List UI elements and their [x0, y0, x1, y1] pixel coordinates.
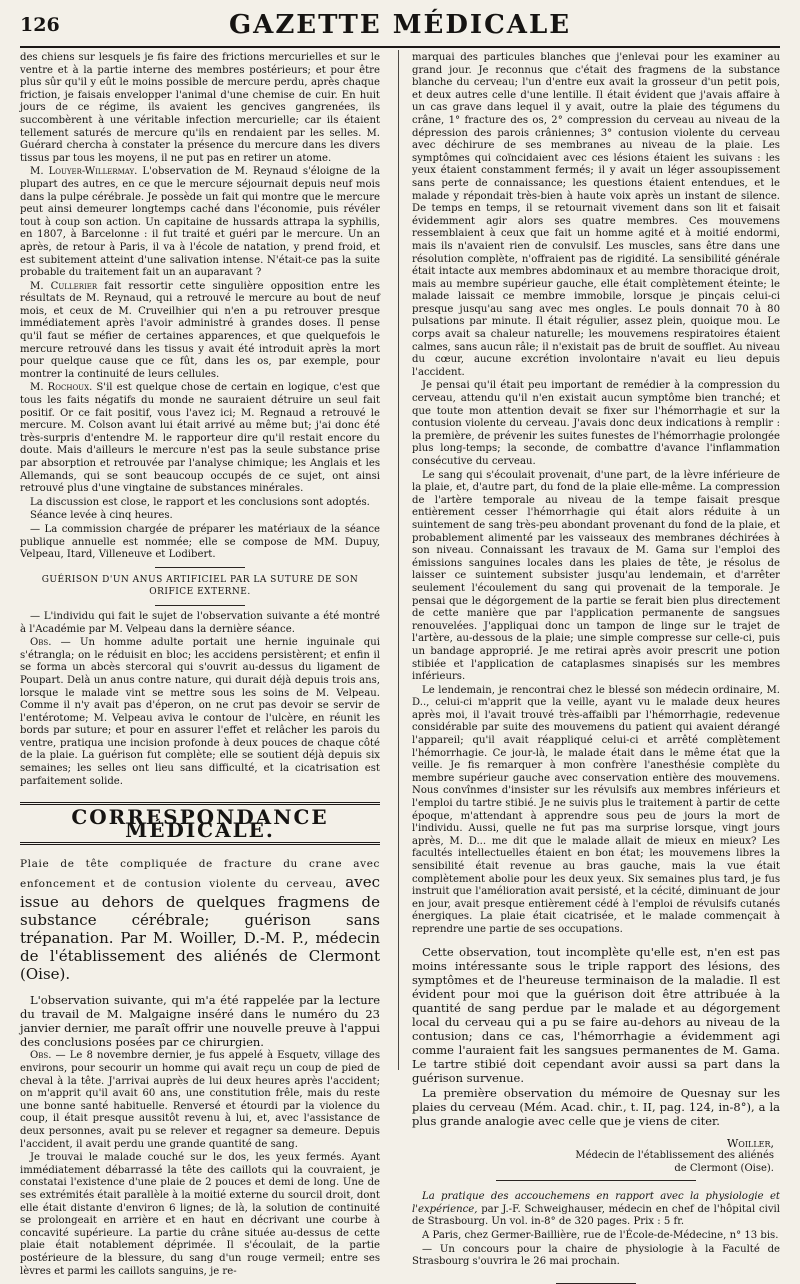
paragraph: Le lendemain, je rencontrai chez le blessé son médecin ordinaire, M. D.., celui-ci m'apprit que la veille, ayant vu le malade deux heures après moi, il l'avait trouvé très-affaibli par l'hémorrhagie, redevenue considérable par suite des mouvemens du patient qui avaient dérangé l'appareil; qu'il avait réappliqué celui-ci et arrêté complètement l'hémorrhagie. Ce jour-là, le malade était dans le même état que la veille. Je fis remarquer à mon confrère l'anesthésie complète du membre supérieur gauche avec conservation entière des mouvemens. Nous convînmes d'insister sur les révulsifs aux membres inférieurs et l'emploi du tartre stibié. Je ne suivis plus le traitement à partir de cette époque, m'attendant à apprendre sous peu de jours la mort de l'individu. Aussi, quelle ne fut pas ma surprise lorsque, vingt jours après, M. D... me dit que le malade allait de mieux en mieux? Les facultés intellectuelles étaient en bon état; les mouvemens libres la sensibilité était revenue au bras gauche, mais la vue était complètement abolie pour les deux yeux. Six semaines plus tard, je fus instruit que l'amélioration avait persisté, et la cécité, diminuant de jour en jour, avait presque entièrement cédé à l'emploi de révulsifs cutanés énergiques. La plaie était cicatrisée, et le malade commençait à reprendre une partie de ses occupations.	[412, 684, 780, 935]
speaker-name: M. Rochoux.	[30, 382, 93, 394]
speaker-name: M. Cullerier	[30, 280, 98, 292]
left-column	[20, 52, 380, 1277]
book-notice	[412, 1191, 780, 1269]
paragraph: des chiens sur lesquels je fis faire des frictions mercurielles et sur le ventre et à la partie interne des membres postérieurs; et pour être plus sûr qu'il y eût le moins possible de mercure perdu, après chaque friction, je faisais envelopper l'animal d'une chemise de cuir. En huit jours de ce régime, ils avaient les gencives gangrenées, ils succombèrent à une véritable infection mercurielle; car ils étaient tellement saturés de mercure qu'ils en rendaient par les selles. M. Guérard chercha à constater la présence du mercure dans les divers tissus par tous les moyens, il ne put pas en retirer un atome.	[20, 52, 380, 164]
column-divider	[398, 50, 399, 1070]
paragraph-text: S'il est quelque chose de certain en logique, c'est que tous les faits négatifs du monde ne sauraient détruire un seul fait positif. Or ce fait positif, vous l'avez ici; M. Regnaud a retrouvé le mercure. M. Colson avant lui était arrivé au même but; j'ai donc été très-surpris d'entendre M. le rapporteur dire qu'il restait encore du doute. Mais d'ailleurs le mercure n'est pas la seule substance prise par absorption et retrouvée par l'analyse chimique; les Anglais et les Allemands, qui se sont beaucoup occupés de ce sujet, ont ainsi retrouvé plus d'une vingtaine de substances minérales.	[20, 382, 380, 495]
paragraph-text: — Un homme adulte portait une hernie inguinale qui s'étrangla; on le réduisit en bloc; les accidens persistèrent; et enfin il se forma un abcès stercoral qui s'ouvrit au-dessus du ligament de Poupart. Delà un anus contre nature, qui durait déjà depuis trois ans, lorsque le malade vint se mettre sous les soins de M. Velpeau. Comme il n'y avait pas d'éperon, on ne crut pas devoir se servir de l'entérotome; M. Velpeau aviva le contour de l'ulcère, en réunit les bords par suture; et pour en assurer l'effet et relâcher les parois du ventre, pratiqua une incision profonde à deux pouces de chaque côté de la plaie. La guérison fut complète; elle se soutient déjà depuis six semaines; les selles ont lieu sans difficulté, et la cicatrisation est parfaitement solide.	[20, 637, 380, 787]
signature-block	[412, 1138, 774, 1176]
section-banner: CORRESPONDANCE MÉDICALE.	[20, 802, 380, 845]
signature-line: de Clermont (Oise).	[674, 1162, 774, 1174]
page-number: 126	[20, 14, 60, 36]
paragraph: Le sang qui s'écoulait provenait, d'une part, de la lèvre inférieure de la plaie, et, d'autre part, du fond de la plaie elle-même. La compression de l'artère temporale au niveau de la tempe faisait presque entièrement cesser l'hémorrhagie qui était alors réduite à un suintement de sang très-peu abondant provenant du fond de la plaie, et probablement alimenté par les vaisseaux des membranes déchirées à son niveau. Connaissant les travaux de M. Gama sur l'emploi des émissions sanguines locales dans les plaies de tête, je résolus de laisser ce suintement subsister jusqu'au lendemain, et d'arrêter seulement l'écoulement du sang qui provenait de la temporale. Je pensai que le dégorgement de la partie se ferait bien plus directement de cette manière que par l'application permanente de sangsues renouvelées. J'appliquai donc un tampon de linge sur le trajet de l'artère, au-dessous de la plaie; une simple compresse sur celle-ci, puis un bandage approprié. Je me retirai après avoir prescrit une potion stibiée et l'application de cataplasmes sinapisés sur les membres inférieurs.	[412, 469, 780, 683]
paragraph	[20, 1050, 380, 1151]
book-title: La pratique des accouchemens en rapport avec la physiologie et l'expérience,	[412, 1191, 780, 1215]
paragraph-text: — Le 8 novembre dernier, je fus appelé à Esquetv, village des environs, pour secourir un homme qui avait reçu un coup de pied de cheval à la tête. J'arrivai auprès de lui deux heures après l'accident; on m'apprit qu'il avait 60 ans, une constitution frêle, mais du reste une bonne santé habituelle. Renversé et étourdi par la violence du coup, il était presque aussitôt revenu à lui, et, avec l'assistance de deux personnes, avait pu se relever et regagner sa demeure. Depuis l'accident, il avait perdu une grande quantité de sang.	[20, 1050, 380, 1150]
article-title-caps: Plaie de tête compliquée de fracture du crane avec enfoncement et de contusion violente du cerveau,	[20, 858, 380, 891]
observation-label: Obs.	[30, 1050, 52, 1062]
right-column	[412, 52, 780, 1268]
observation-label: Obs.	[30, 637, 52, 649]
paragraph: L'observation suivante, qui m'a été rappelée par la lecture du travail de M. Malgaigne inséré dans le numéro du 23 janvier dernier, me paraît offrir une nouvelle preuve à l'appui des conclusions posées par ce chirurgien.	[20, 993, 380, 1050]
article-title-rest: avec issue au dehors de quelques fragmens de substance cérébrale; guérison sans trépanation. Par M. Woiller, D.-M. P., médecin de l'établissement des aliénés de Clermont (Oise).	[20, 873, 380, 984]
paragraph: marquai des particules blanches que j'enlevai pour les examiner au grand jour. Je reconnus que c'était des fragmens de la substance blanche du cerveau; l'un d'entre eux avait la grosseur d'un petit pois, et deux autres celle d'une lentille. Il était évident que j'avais affaire à un cas grave dans lequel il y avait, outre la plaie des tégumens du crâne, 1° fracture des os, 2° compression du cerveau au niveau de la dépression des parois crâniennes; 3° contusion violente du cerveau avec déchirure de ses membranes au niveau de la plaie. Les symptômes qui coïncidaient avec ces lésions étaient les suivans : les yeux étaient constamment fermés; il y avait un léger assoupissement sans perte de connaissance; les questions étaient entendues, et le malade y répondait très-bien à haute voix après un instant de silence. De temps en temps, il se retournait vivement dans son lit et faisait évidemment agir alors ses quatre membres. Ces mouvemens ressemblaient à ceux que fait un homme agité et à moitié endormi, mais ils n'avaient rien de convulsif. Les muscles, sans être dans une résolution complète, n'offraient pas de rigidité. La sensibilité générale était intacte aux membres abdominaux et au membre thoracique droit, mais au membre supérieur gauche, elle était complètement éteinte; le malade laissait ce membre immobile, lorsque je pinçais celui-ci presque jusqu'au sang avec mes ongles. Le pouls donnait 70 à 80 pulsations par minute. Il était régulier, assez plein, quoique mou. Le corps avait sa chaleur naturelle; les mouvemens respiratoires étaient calmes, sans aucun râle; il n'existait pas de bruit de soufflet. Au niveau du cœur, aucune excrétion involontaire n'avait eu lieu depuis l'accident.	[412, 52, 780, 378]
paragraph: Je trouvai le malade couché sur le dos, les yeux fermés. Ayant immédiatement débarrassé la tête des caillots qui la couvraient, je constatai l'existence d'une plaie de 2 pouces et demi de long. Une de ses extrémités était parallèle à la moitié externe du sourcil droit, dont elle était distante d'environ 6 lignes; de là, la solution de continuité se prolongeait en arrière et en haut en décrivant une courbe à concavité supérieure. La partie du crâne située au-dessus de cette plaie était notablement déprimée. Il s'écoulait, de la partie postérieure de la blessure, du sang d'un rouge vermeil; entre ses lèvres et parmi les caillots sanguins, je re-	[20, 1152, 380, 1277]
signature-line: Médecin de l'établissement des aliénés	[575, 1150, 774, 1162]
paragraph	[20, 637, 380, 788]
paragraph	[20, 382, 380, 495]
paragraph	[412, 1191, 780, 1229]
paragraph: — Un concours pour la chaire de physiologie à la Faculté de Strasbourg s'ouvrira le 26 mai prochain.	[412, 1243, 780, 1268]
header-rule	[20, 46, 780, 48]
paragraph: — L'individu qui fait le sujet de l'observation suivante a été montré à l'Académie par M. Velpeau dans la dernière séance.	[20, 610, 380, 635]
speaker-name: M. Louyer-Willermay.	[30, 166, 138, 178]
separator-rule	[496, 1180, 696, 1181]
signature-name: Woiller,	[726, 1136, 774, 1150]
separator-rule	[155, 605, 245, 606]
paragraph: A Paris, chez Germer-Baillière, rue de l'École-de-Médecine, n° 13 bis.	[422, 1229, 779, 1241]
paragraph	[20, 166, 380, 279]
paragraph: Je pensai qu'il était peu important de remédier à la compression du cerveau, attendu qu'il n'en existait aucun symptôme bien tranché; et que toute mon attention devait se fixer sur l'hémorrhagie et sur la contusion violente du cerveau. J'avais donc deux indications à remplir : la première, de prévenir les suites funestes de l'hémorrhagie prolongée plus long-temps; la seconde, de combattre d'avance l'inflammation consécutive du cerveau.	[412, 380, 780, 467]
paragraph-text: L'observation de M. Reynaud s'éloigne de la plupart des autres, en ce que le mercure séjournait depuis neuf mois dans la pulpe cérébrale. Je possède un fait qui montre que le mercure peut ainsi demeurer longtemps caché dans l'économie, puis révéler tout à coup son action. Un capitaine de hussards attrapa la syphilis, en 1807, à Barcelonne : il fut traité et guéri par le mercure. Un an après, de retour à Paris, il va à l'école de natation, y prend froid, et est subitement atteint d'une salivation intense. N'était-ce pas la suite probable du traitement fait un an auparavant ?	[20, 166, 380, 279]
paragraph: La première observation du mémoire de Quesnay sur les plaies du cerveau (Mém. Acad. chir., t. II, pag. 124, in-8°), a la plus grande analogie avec celle que je viens de citer.	[412, 1085, 780, 1128]
paragraph: — La commission chargée de préparer les matériaux de la séance publique annuelle est nommée; elle se compose de MM. Dupuy, Velpeau, Itard, Villeneuve et Lodibert.	[20, 523, 380, 561]
paragraph: La discussion est close, le rapport et les conclusions sont adoptés.	[30, 496, 370, 508]
paragraph: Séance levée à cinq heures.	[30, 510, 173, 522]
page-header	[20, 10, 780, 44]
separator-rule	[155, 567, 245, 568]
paragraph	[20, 281, 380, 382]
paragraph-text: par J.-F. Schweighauser, médecin en chef de l'hôpital civil de Strasbourg. Un vol. in-8° de 320 pages. Prix : 5 fr.	[412, 1203, 780, 1228]
paragraph: Cette observation, tout incomplète qu'elle est, n'en est pas moins intéressante sous le triple rapport des lésions, des symptômes et de l'heureuse terminaison de la maladie. Il est évident pour moi que la guérison doit être attribuée à la quantité de sang perdue par le malade et au dégorgement local du cerveau qui a pu se faire au-dehors au niveau de la contusion; dans ce cas, l'hémorrhagie a évidemment agi comme l'auraient fait les sangsues permanentes de M. Gama. Le tartre stibié doit cependant avoir aussi sa part dans la guérison survenue.	[412, 944, 780, 1085]
article-title	[20, 853, 380, 983]
masthead-title: GAZETTE MÉDICALE	[228, 10, 572, 40]
paragraph-text: fait ressortir cette singulière opposition entre les résultats de M. Reynaud, qui a retrouvé le mercure au bout de neuf mois, et ceux de M. Cruveilhier qui n'en a pu retrouver presque immédiatement après l'avoir administré à grandes doses. Il pense qu'il faut se méfier de certaines apparences, et que quelquefois le mercure retrouvé dans les tissus y avait été introduit après la mort pour quelque cause que ce fût, dans les os, par exemple, pour montrer la continuité de leurs cellules.	[20, 280, 380, 380]
section-heading: GUÉRISON D'UN ANUS ARTIFICIEL PAR LA SUTURE DE SON ORIFICE EXTERNE.	[41, 574, 359, 598]
